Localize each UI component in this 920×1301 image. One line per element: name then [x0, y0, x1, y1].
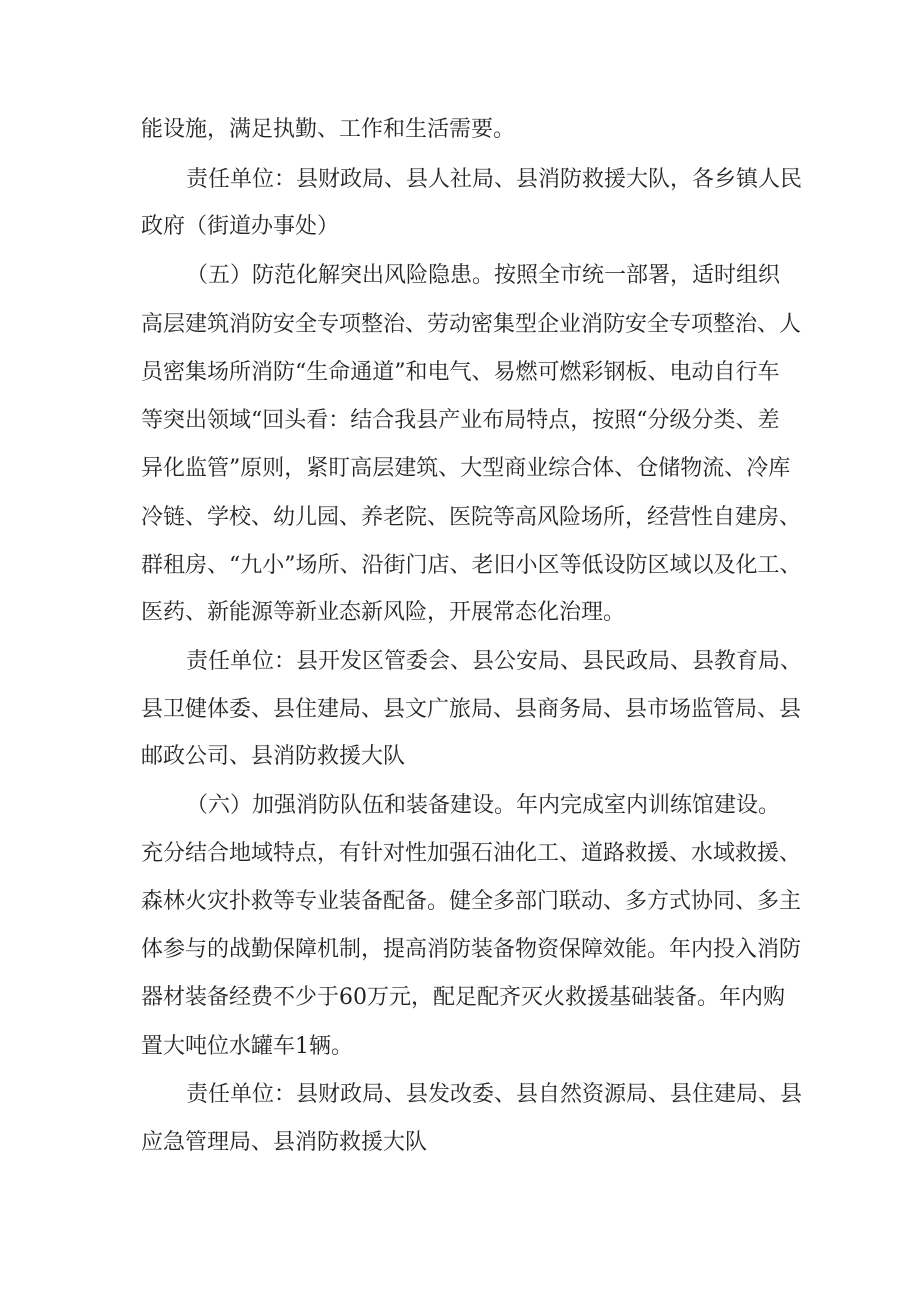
- text-line: 责任单位：县开发区管委会、县公安局、县民政局、县教育局、: [186, 649, 803, 674]
- text-line: 置大吨位水罐车1辆。: [141, 1034, 353, 1059]
- text-line: 责任单位：县财政局、县人社局、县消防救援大队，各乡镇人民: [186, 167, 803, 192]
- text-line: 森林火灾扑救等专业装备配备。健全多部门联动、多方式协同、多主: [141, 889, 802, 914]
- text-line: 高层建筑消防安全专项整治、劳动密集型企业消防安全专项整治、人: [141, 312, 802, 337]
- text-line: 群租房、“九小”场所、沿街门店、老旧小区等低设防区域以及化工、: [141, 553, 802, 578]
- text-line: 员密集场所消防“生命通道”和电气、易燃可燃彩钢板、电动自行车: [141, 360, 780, 385]
- text-line: 责任单位：县财政局、县发改委、县自然资源局、县住建局、县: [186, 1082, 803, 1107]
- text-line: 体参与的战勤保障机制，提高消防装备物资保障效能。年内投入消防: [141, 937, 802, 962]
- text-line: 应急管理局、县消防救援大队: [141, 1130, 428, 1155]
- text-line: （六）加强消防队伍和装备建设。年内完成室内训练馆建设。: [186, 793, 781, 818]
- text-line: 等突出领域“回头看：结合我县产业布局特点，按照“分级分类、差: [141, 408, 780, 433]
- text-line: （五）防范化解突出风险隐患。按照全市统一部署，适时组织: [186, 263, 781, 288]
- text-line: 县卫健体委、县住建局、县文广旅局、县商务局、县市场监管局、县: [141, 697, 802, 722]
- text-line: 医药、新能源等新业态新风险，开展常态化治理。: [141, 600, 626, 625]
- text-line: 异化监管”原则，紧盯高层建筑、大型商业综合体、仓储物流、冷库: [141, 456, 791, 481]
- text-line: 充分结合地域特点，有针对性加强石油化工、道路救援、水域救援、: [141, 841, 802, 866]
- text-line: 能设施，满足执勤、工作和生活需要。: [141, 117, 516, 142]
- text-line: 政府（街道办事处）: [141, 214, 340, 239]
- text-line: 邮政公司、县消防救援大队: [141, 744, 406, 769]
- text-line: 器材装备经费不少于60万元，配足配齐灭火救援基础装备。年内购: [141, 985, 785, 1010]
- text-line: 冷链、学校、幼儿园、养老院、医院等高风险场所，经营性自建房、: [141, 505, 802, 530]
